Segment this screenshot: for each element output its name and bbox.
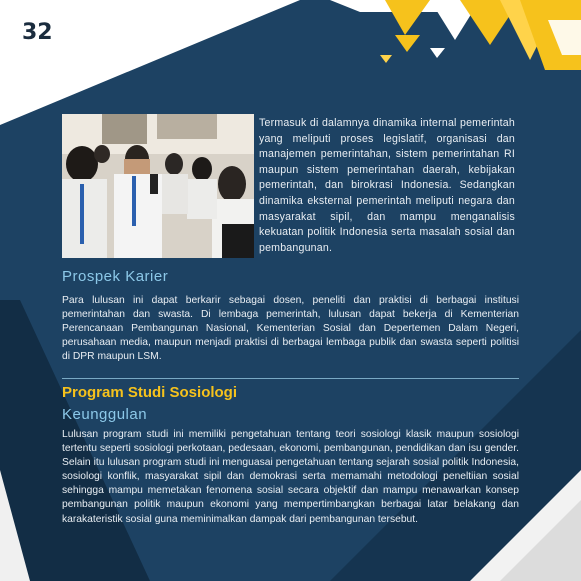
keunggulan-heading: Keunggulan <box>62 406 148 423</box>
intro-paragraph: Termasuk di dalamnya dinamika internal pemerintah yang meliputi proses legislatif, organisasi dan manajemen pemerintahan, sistem pemerintahan RI maupun sistem pemerintahan daerah, kebijakan pemerintah, dan birokrasi Indonesia. Sedangkan dinamika eksternal pemerintah meliputi negara dan masyarakat sipil, dan mampu menganalisis kekuatan politik Indonesia serta masalah sosial dan pembangunan. <box>259 117 515 254</box>
prospek-karier-text: Para lulusan ini dapat berkarir sebagai dosen, peneliti dan praktisi di berbagai institusi pemerintahan dan swasta. Di lembaga pemerintah, lulusan dapat bekerja di Kementerian Perencanaan Pembangunan Nasional, Kementerian Sosial dan Depertemen Dalam Negeri, perusahaan media, maupun menjadi praktisi di berbagai lembaga publik dan swasta seperti politisi di DPR maupun LSM. <box>62 295 519 363</box>
keunggulan-text: Lulusan program studi ini memiliki pengetahuan tentang teori sosiologi klasik maupun sosiologi tertentu seperti sosiologi perkotaan, pedesaan, ekonomi, pembangunan, pendidikan dan isu gender. Selain itu lulusan program studi ini menguasai pengetahuan tentang sejarah sosial politik Indonesia, sosiologi konflik, masyarakat sipil dan demokrasi serta memamahi metodologi peneltiian sosial sehingga mampu memetakan fenomena sosial secara objektif dan mampu menawarkan konsep pembangunan politik maupun ekonomi yang mempertimbangkan berbagai latar belakang dan karakateristik sosial guna meminimalkan dampak dari pembangunan tersebut. <box>62 429 519 525</box>
prospek-karier-heading: Prospek Karier <box>62 268 169 285</box>
program-title: Program Studi Sosiologi <box>62 384 238 401</box>
students-seminar-photo <box>62 114 254 258</box>
section-divider <box>62 378 519 379</box>
page-number: 32 <box>22 20 53 45</box>
photo-image <box>62 114 254 258</box>
